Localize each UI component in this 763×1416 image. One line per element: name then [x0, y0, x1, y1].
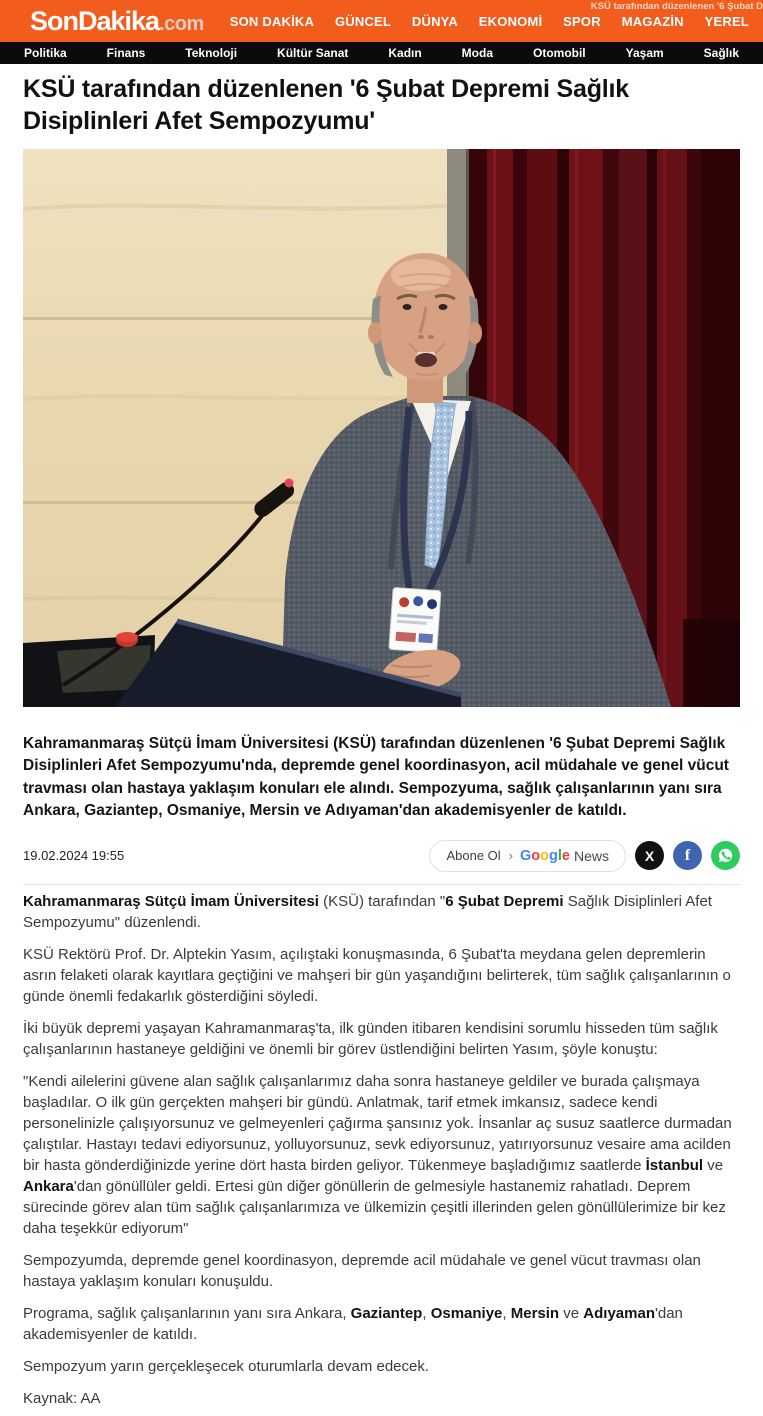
- photo-illustration: [23, 149, 740, 707]
- logo-text: SonDakika: [30, 5, 160, 36]
- article-body: [23, 891, 740, 1409]
- nav-item-ekonomi̇[interactable]: EKONOMİ: [478, 13, 543, 29]
- subscribe-label: Abone Ol: [446, 848, 501, 864]
- share-toolbar: [429, 840, 740, 872]
- facebook-icon: f: [684, 846, 691, 864]
- article-paragraph: KSÜ Rektörü Prof. Dr. Alptekin Yasım, açılıştaki konuşmasında, 6 Şubat'ta meydana gelen depremlerin asrın felaketi olarak kayıtlara geçtiğini ve mahşeri bir gün yaşandığını belirterek, tüm sağlık çalışanlarının o günde önemli fedakarlık gösterdiğini söyledi.: [23, 945, 731, 1005]
- article-paragraph: Sempozyumda, depremde genel koordinasyon, depremde acil müdahale ve genel vücut travması olan hastaya yaklaşım konuları konuşuldu.: [23, 1251, 701, 1290]
- article-paragraph: Kahramanmaraş Sütçü İmam Üniversitesi (KSÜ) tarafından "6 Şubat Depremi Sağlık Disiplinleri Afet Sempozyumu" düzenlendi.: [23, 892, 712, 931]
- share-whatsapp-button[interactable]: [711, 841, 740, 870]
- article-paragraph: Kaynak: AA: [23, 1389, 101, 1407]
- google-logo-letter: l: [557, 847, 562, 864]
- google-logo-letter: G: [520, 847, 532, 864]
- article-title: KSÜ tarafından düzenlenen '6 Şubat Depremi Sağlık Disiplinleri Afet Sempozyumu': [23, 75, 629, 135]
- breaking-news-ticker[interactable]: KSÜ tarafından düzenlenen '6 Şubat D: [590, 1, 763, 12]
- logo-domain-suffix: .com: [159, 12, 204, 35]
- google-logo-letter: e: [561, 847, 570, 864]
- subnav-item-finans[interactable]: Finans: [106, 46, 146, 60]
- subnav-item-otomobil[interactable]: Otomobil: [532, 46, 586, 60]
- google-logo-letter: g: [549, 847, 558, 864]
- nav-item-güncel[interactable]: GÜNCEL: [334, 13, 392, 29]
- article-paragraph: İki büyük depremi yaşayan Kahramanmaraş'ta, ilk günden itibaren kendisini sorumlu hisseden tüm sağlık çalışanlarının hastaneye geldiğini ve önemli bir görev üstlendiğini belirten Yasım, şöyle konuştu:: [23, 1019, 718, 1058]
- nav-item-yerel[interactable]: YEREL: [704, 13, 749, 29]
- article-meta-row: [23, 841, 740, 871]
- site-logo[interactable]: [30, 6, 204, 37]
- subnav-item-kültür-sanat[interactable]: Kültür Sanat: [277, 46, 349, 60]
- nav-item-magazi̇n[interactable]: MAGAZİN: [621, 13, 684, 29]
- article-paragraph: "Kendi ailelerini güvene alan sağlık çalışanlarımız daha sonra hastaneye geldiler ve burada çalışmaya başladılar. O ilk gün gerçekten mahşeri bir gündü. Anlatmak, tarif etmek imkansız, sadece kendi personelinizle çalışıyorsunuz ve gelmeyenleri çağırma şansınız yok. İnsanlar aç susuz saatlerce durmadan çalıştılar. Hastayı tedavi ediyorsunuz, yolluyorsunuz, sevk ediyorsunuz, yatırıyorsunuz vesaire ama acilden bir hasta gönderdiğinizde yerine dört hasta birden geliyor. Tükenmeye başladığımız saatlerde İstanbul ve Ankara'dan gönüllüler geldi. Ertesi gün diğer gönüllerin de gelmesiyle hastanemiz rahatladı. Deprem sürecinde görev alan tüm sağlık çalışanlarımıza ve ülkemizin çeşitli illerinden gelen gönüllülerimize bir kez daha teşekkür ediyorum": [23, 1072, 732, 1237]
- subnav-item-yaşam[interactable]: Yaşam: [625, 46, 664, 60]
- whatsapp-icon: [717, 847, 734, 864]
- divider: [23, 884, 740, 885]
- chevron-right-icon: ›: [508, 848, 514, 864]
- article-photo: [23, 149, 740, 707]
- publish-date: 19.02.2024 19:55: [23, 848, 125, 864]
- google-news-label: News: [573, 847, 609, 864]
- article-paragraph: Sempozyum yarın gerçekleşecek oturumlarla devam edecek.: [23, 1357, 430, 1375]
- category-nav: [0, 42, 763, 64]
- google-logo-letter: o: [531, 847, 541, 864]
- subnav-item-moda[interactable]: Moda: [461, 46, 494, 60]
- subnav-item-sağlık[interactable]: Sağlık: [703, 46, 739, 60]
- nav-item-dünya[interactable]: DÜNYA: [411, 13, 458, 29]
- google-logo: [520, 848, 570, 864]
- article-paragraph: Programa, sağlık çalışanlarının yanı sıra Ankara, Gaziantep, Osmaniye, Mersin ve Adıyaman'dan akademisyenler de katıldı.: [23, 1304, 683, 1343]
- google-news-subscribe-button[interactable]: [429, 840, 626, 872]
- share-facebook-button[interactable]: [673, 841, 702, 870]
- nav-item-spor[interactable]: SPOR: [563, 13, 601, 29]
- share-x-button[interactable]: [635, 841, 664, 870]
- main-nav: [230, 14, 753, 29]
- nav-item-son-daki̇ka[interactable]: SON DAKİKA: [229, 13, 315, 29]
- google-logo-letter: o: [540, 847, 550, 864]
- subnav-item-teknoloji[interactable]: Teknoloji: [185, 46, 238, 60]
- article-summary: Kahramanmaraş Sütçü İmam Üniversitesi (KSÜ) tarafından düzenlenen '6 Şubat Depremi Sağlık Disiplinleri Afet Sempozyumu'nda, depremde genel koordinasyon, acil müdahale ve genel vücut travması olan hastaya yaklaşım konuları ele alındı. Sempozyuma, sağlık çalışanlarının yanı sıra Ankara, Gaziantep, Osmaniye, Mersin ve Adıyaman'dan akademisyenler de katıldı.: [23, 735, 729, 820]
- x-icon: X: [644, 847, 655, 864]
- subnav-item-politika[interactable]: Politika: [24, 46, 67, 60]
- article-main: [0, 74, 763, 1409]
- subnav-item-kadın[interactable]: Kadın: [388, 46, 422, 60]
